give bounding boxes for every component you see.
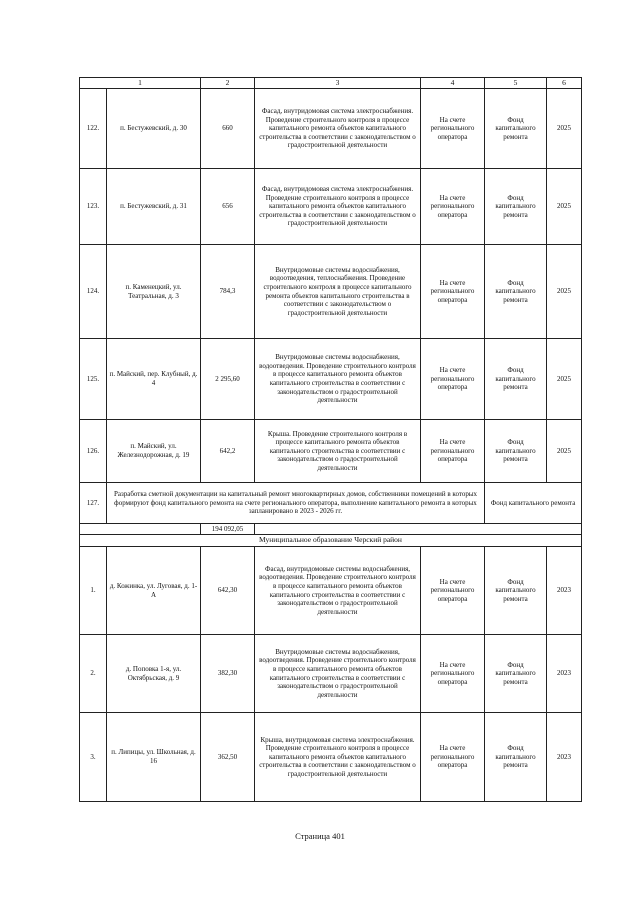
source-cell: На счете регионального оператора: [421, 547, 485, 635]
table-row: [80, 89, 582, 169]
year-cell: 2023: [547, 713, 582, 802]
fund-cell: Фонд капитального ремонта: [485, 635, 547, 713]
address-cell: д. Поповка 1-я, ул. Октябрьская, д. 9: [107, 635, 201, 713]
total-empty-cell: [255, 524, 582, 535]
works-cell: Фасад, внутридомовая система электроснабжения. Проведение строительного контроля в процессе капитального ремонта объектов капитального строительства в соответствии с законодательством о градостроительной деятельности: [255, 169, 421, 245]
year-cell: 2025: [547, 420, 582, 483]
value-cell: 382,30: [201, 635, 255, 713]
works-cell: Внутридомовые системы водоснабжения, водоотведения, теплоснабжения. Проведение строительного контроля в процессе капитального ремонта объектов капитального строительства в соответствии с законодательством о градостроительной деятельности: [255, 245, 421, 339]
value-cell: 656: [201, 169, 255, 245]
fund-cell: Фонд капитального ремонта: [485, 547, 547, 635]
row-number: 127.: [80, 483, 107, 524]
works-cell: Крыша, внутридомовая система электроснабжения. Проведение строительного контроля в процессе капитального ремонта объектов капитального строительства в соответствии с законодательством о градостроительной деятельности: [255, 713, 421, 802]
year-cell: 2025: [547, 169, 582, 245]
source-cell: На счете регионального оператора: [421, 339, 485, 420]
fund-cell: Фонд капитального ремонта: [485, 483, 582, 524]
table-header-row: [80, 78, 582, 89]
value-cell: 2 295,60: [201, 339, 255, 420]
row-number: 3.: [80, 713, 107, 802]
section-header-row: [80, 535, 582, 547]
source-cell: На счете регионального оператора: [421, 245, 485, 339]
works-cell: Внутридомовые системы водоснабжения, водоотведения. Проведение строительного контроля в процессе капитального ремонта объектов капитального строительства в соответствии с законодательством о градостроительной деятельности: [255, 339, 421, 420]
header-cell: 3: [255, 78, 421, 89]
year-cell: 2025: [547, 89, 582, 169]
address-cell: п. Майский, ул. Железнодорожная, д. 19: [107, 420, 201, 483]
address-cell: д. Кожинка, ул. Луговая, д. 1-А: [107, 547, 201, 635]
table-row: [80, 169, 582, 245]
fund-cell: Фонд капитального ремонта: [485, 245, 547, 339]
year-cell: 2025: [547, 245, 582, 339]
table-row: [80, 635, 582, 713]
header-cell: 1: [80, 78, 201, 89]
address-cell: п. Бестужевский, д. 30: [107, 89, 201, 169]
source-cell: На счете регионального оператора: [421, 713, 485, 802]
row-number: 124.: [80, 245, 107, 339]
address-cell: п. Бестужевский, д. 31: [107, 169, 201, 245]
source-cell: На счете регионального оператора: [421, 89, 485, 169]
table-row-estimate: [80, 483, 582, 524]
fund-cell: Фонд капитального ремонта: [485, 89, 547, 169]
table-row: [80, 339, 582, 420]
row-number: 2.: [80, 635, 107, 713]
row-number: 123.: [80, 169, 107, 245]
year-cell: 2023: [547, 547, 582, 635]
address-cell: п. Майский, пер. Клубный, д. 4: [107, 339, 201, 420]
source-cell: На счете регионального оператора: [421, 635, 485, 713]
works-cell: Крыша. Проведение строительного контроля в процессе капитального ремонта объектов капитального строительства в соответствии с законодательством о градостроительной деятельности: [255, 420, 421, 483]
value-cell: 784,3: [201, 245, 255, 339]
row-number: 1.: [80, 547, 107, 635]
address-cell: п. Липицы, ул. Школьная, д. 16: [107, 713, 201, 802]
estimate-description: Разработка сметной документации на капитальный ремонт многоквартирных домов, собственники помещений в которых формируют фонд капитального ремонта на счете регионального оператора, выполнение капитального ремонта в которых запланировано в 2023 - 2026 гг.: [107, 483, 485, 524]
source-cell: На счете регионального оператора: [421, 420, 485, 483]
table-row: [80, 420, 582, 483]
value-cell: 362,50: [201, 713, 255, 802]
row-number: 122.: [80, 89, 107, 169]
works-cell: Фасад, внутридомовая система электроснабжения. Проведение строительного контроля в процессе капитального ремонта объектов капитального строительства в соответствии с законодательством о градостроительной деятельности: [255, 89, 421, 169]
works-cell: Внутридомовые системы водоснабжения, водоотведения. Проведение строительного контроля в процессе капитального ремонта объектов капитального строительства в соответствии с законодательством о градостроительной деятельности: [255, 635, 421, 713]
works-cell: Фасад, внутридомовые системы водоснабжения, водоотведения. Проведение строительного контроля в процессе капитального ремонта объектов капитального строительства в соответствии с законодательством о градостроительной деятельности: [255, 547, 421, 635]
table-row: [80, 245, 582, 339]
year-cell: 2025: [547, 339, 582, 420]
fund-cell: Фонд капитального ремонта: [485, 420, 547, 483]
value-cell: 642,2: [201, 420, 255, 483]
row-number: 125.: [80, 339, 107, 420]
fund-cell: Фонд капитального ремонта: [485, 169, 547, 245]
page-number: Страница 401: [295, 831, 345, 841]
table-row: [80, 713, 582, 802]
value-cell: 660: [201, 89, 255, 169]
section-title: Муниципальное образование Черский район: [80, 535, 582, 547]
total-row: [80, 524, 582, 535]
header-cell: 2: [201, 78, 255, 89]
header-cell: 4: [421, 78, 485, 89]
address-cell: п. Каменецкий, ул. Театральная, д. 3: [107, 245, 201, 339]
fund-cell: Фонд капитального ремонта: [485, 713, 547, 802]
row-number: 126.: [80, 420, 107, 483]
total-label-cell: [80, 524, 201, 535]
source-cell: На счете регионального оператора: [421, 169, 485, 245]
header-cell: 5: [485, 78, 547, 89]
value-cell: 642,30: [201, 547, 255, 635]
header-cell: 6: [547, 78, 582, 89]
total-value: 194 092,05: [201, 524, 255, 535]
year-cell: 2023: [547, 635, 582, 713]
table-row: [80, 547, 582, 635]
fund-cell: Фонд капитального ремонта: [485, 339, 547, 420]
repair-program-table: [79, 77, 582, 802]
